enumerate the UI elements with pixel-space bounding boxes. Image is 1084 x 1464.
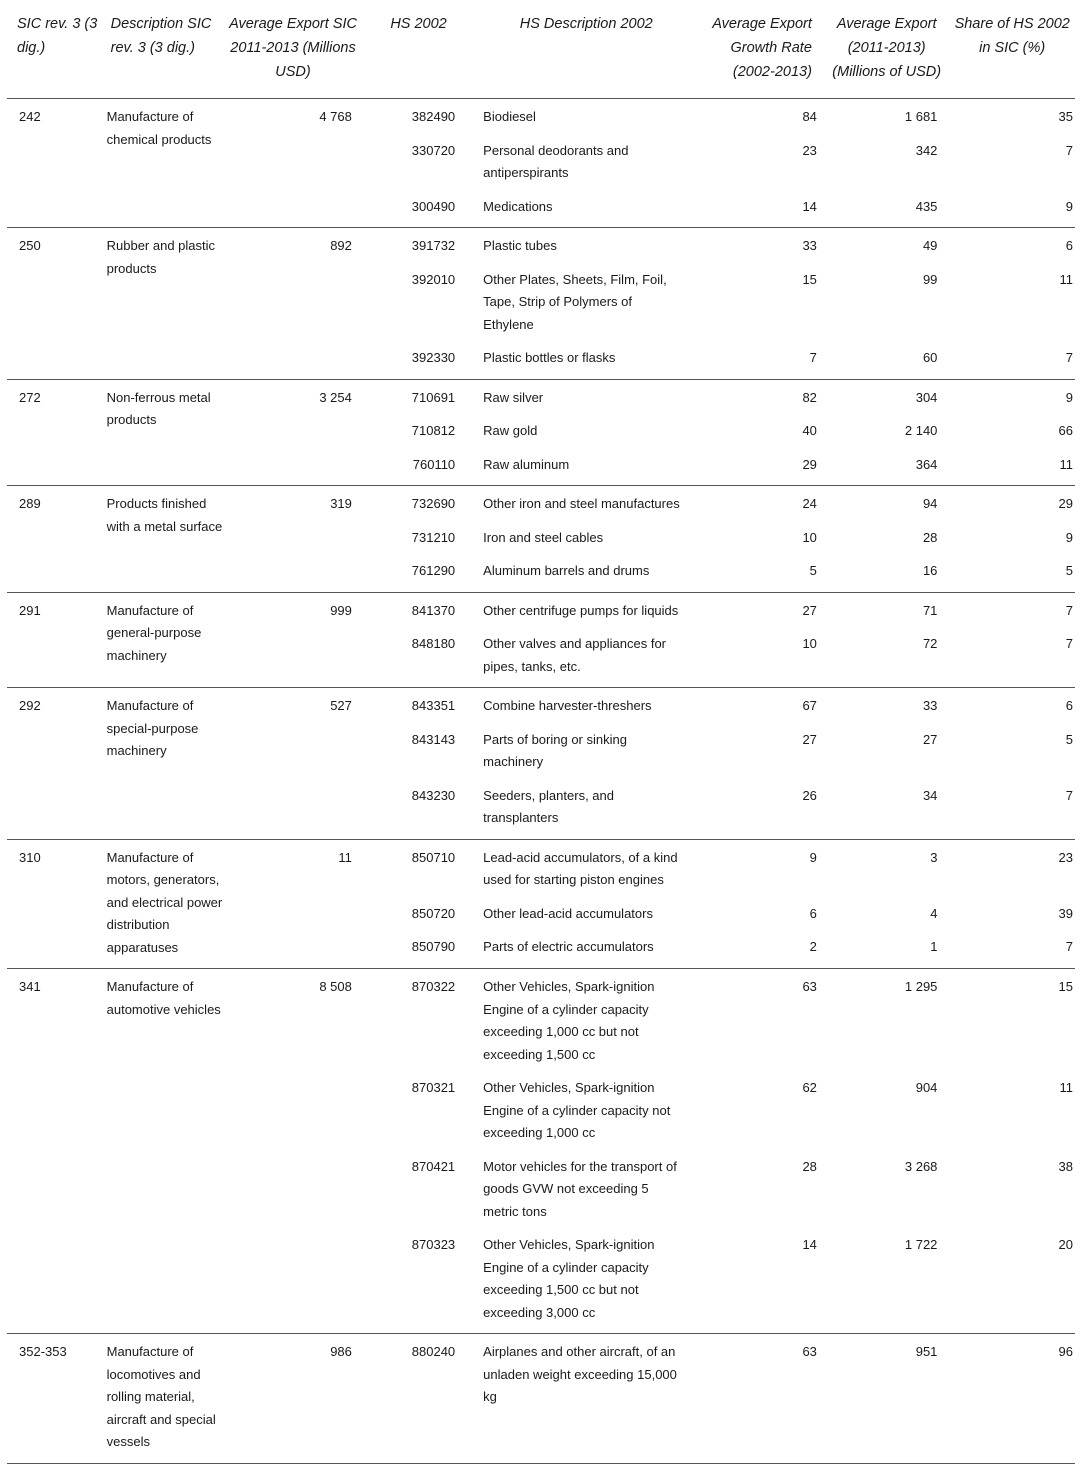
hs-description-cell: Medications <box>477 185 695 228</box>
hs-description-cell: Other Vehicles, Spark-ignition Engine of a cylinder capacity exceeding 1,500 cc but not exceeding 3,000 cc <box>477 1223 695 1334</box>
hs-code-cell: 843143 <box>411 731 456 747</box>
growth-rate-cell: 82 <box>802 389 817 405</box>
sic-code-cell: 289 <box>7 486 101 593</box>
hs-avg-export-cell: 28 <box>922 529 938 545</box>
growth-rate-cell: 14 <box>695 1223 824 1334</box>
header-hs-code: HS 2002 <box>360 0 477 99</box>
header-sic: SIC rev. 3 (3 dig.) <box>7 0 101 99</box>
hs-code-cell: 850790 <box>360 925 477 968</box>
export-products-table <box>7 0 1075 1464</box>
sic-code-cell: 352-353 <box>7 1334 101 1464</box>
hs-code-cell: 848180 <box>360 622 477 688</box>
hs-description-cell: Iron and steel cables <box>483 529 604 545</box>
hs-description-cell: Raw aluminum <box>477 443 695 486</box>
hs-description-cell: Airplanes and other aircraft, of an unladen weight exceeding 15,000 kg <box>477 1334 695 1464</box>
hs-avg-export-cell: 99 <box>922 271 938 287</box>
growth-rate-cell: 62 <box>802 1080 817 1095</box>
header-hs-description: HS Description 2002 <box>477 0 695 99</box>
share-cell: 23 <box>1058 849 1073 865</box>
hs-avg-export-cell: 1 295 <box>904 979 938 994</box>
share-cell: 9 <box>1065 529 1073 545</box>
share-cell: 20 <box>949 1223 1075 1334</box>
growth-rate-cell: 67 <box>802 698 817 713</box>
sic-avg-export-cell: 4 768 <box>226 99 360 228</box>
table-row <box>7 688 1075 718</box>
share-cell: 11 <box>1059 271 1073 287</box>
hs-code-cell: 850720 <box>411 905 456 921</box>
sic-code-cell: 341 <box>7 969 101 1334</box>
share-cell: 11 <box>949 443 1075 486</box>
hs-code-cell: 761290 <box>360 549 477 592</box>
table-row <box>7 1334 1075 1464</box>
hs-code-cell: 300490 <box>360 185 477 228</box>
hs-description-cell: Other Vehicles, Spark-ignition Engine of a cylinder capacity not exceeding 1,000 cc <box>483 1080 671 1140</box>
hs-avg-export-cell: 33 <box>922 698 938 713</box>
hs-avg-export-cell: 3 268 <box>904 1158 938 1174</box>
table-row <box>7 99 1075 129</box>
growth-rate-cell: 14 <box>695 185 824 228</box>
share-cell: 66 <box>1058 423 1073 438</box>
hs-code-cell: 870421 <box>411 1158 456 1174</box>
growth-rate-cell: 24 <box>802 496 817 511</box>
growth-rate-cell: 63 <box>695 1334 824 1464</box>
share-cell: 7 <box>949 774 1075 840</box>
share-cell: 7 <box>1065 142 1073 158</box>
sic-avg-export-cell: 986 <box>226 1334 360 1464</box>
growth-rate-cell: 63 <box>802 979 817 994</box>
hs-avg-export-cell: 4 <box>930 905 938 921</box>
hs-code-cell: 731210 <box>411 529 456 545</box>
share-cell: 6 <box>1065 698 1073 713</box>
hs-description-cell: Plastic bottles or flasks <box>477 336 695 379</box>
hs-description-cell: Plastic tubes <box>483 238 557 253</box>
sic-code-cell: 242 <box>7 99 101 228</box>
share-cell: 5 <box>1065 731 1073 747</box>
sic-code-cell: 272 <box>7 379 101 486</box>
growth-rate-cell: 23 <box>802 142 817 158</box>
table-body <box>7 99 1075 1464</box>
table-row <box>7 379 1075 409</box>
hs-avg-export-cell: 904 <box>915 1080 938 1095</box>
table-row <box>7 969 1075 1067</box>
growth-rate-cell: 84 <box>802 109 817 124</box>
sic-description-cell: Manufacture of locomotives and rolling material, aircraft and special vessels <box>101 1334 227 1464</box>
sic-description-cell: Manufacture of motors, generators, and electrical power distribution apparatuses <box>101 839 227 969</box>
share-cell: 9 <box>949 185 1075 228</box>
hs-avg-export-cell: 951 <box>824 1334 950 1464</box>
share-cell: 7 <box>949 925 1075 968</box>
hs-code-cell: 870323 <box>360 1223 477 1334</box>
sic-description-cell: Manufacture of special-purpose machinery <box>101 688 227 840</box>
hs-avg-export-cell: 435 <box>824 185 950 228</box>
hs-code-cell: 710812 <box>411 423 456 438</box>
hs-code-cell: 710691 <box>411 389 456 405</box>
sic-avg-export-cell: 527 <box>226 688 360 840</box>
share-cell: 15 <box>1058 979 1073 994</box>
hs-avg-export-cell: 304 <box>915 389 938 405</box>
hs-code-cell: 760110 <box>360 443 477 486</box>
hs-code-cell: 330720 <box>411 142 456 158</box>
share-cell: 35 <box>1058 109 1073 124</box>
growth-rate-cell: 15 <box>802 271 817 287</box>
growth-rate-cell: 2 <box>695 925 824 968</box>
hs-avg-export-cell: 71 <box>922 602 938 618</box>
hs-avg-export-cell: 72 <box>824 622 950 688</box>
sic-avg-export-cell: 8 508 <box>226 969 360 1334</box>
growth-rate-cell: 33 <box>802 238 817 253</box>
share-cell: 5 <box>949 549 1075 592</box>
hs-avg-export-cell: 27 <box>922 731 938 747</box>
hs-description-cell: Biodiesel <box>483 109 536 124</box>
hs-description-cell: Other Plates, Sheets, Film, Foil, Tape, Strip of Polymers of Ethylene <box>483 271 667 332</box>
table-row <box>7 839 1075 892</box>
hs-description-cell: Parts of boring or sinking machinery <box>483 731 627 769</box>
hs-code-cell: 382490 <box>411 109 456 124</box>
hs-description-cell: Seeders, planters, and transplanters <box>477 774 695 840</box>
hs-avg-export-cell: 2 140 <box>904 423 938 438</box>
growth-rate-cell: 10 <box>802 529 817 545</box>
sic-description-cell: Non-ferrous metal products <box>101 379 227 486</box>
share-cell: 29 <box>1058 496 1073 511</box>
table-row <box>7 486 1075 516</box>
sic-code-cell: 292 <box>7 688 101 840</box>
growth-rate-cell: 5 <box>695 549 824 592</box>
hs-description-cell: Parts of electric accumulators <box>477 925 695 968</box>
growth-rate-cell: 9 <box>809 849 817 865</box>
hs-avg-export-cell: 342 <box>915 142 938 158</box>
sic-code-cell: 291 <box>7 592 101 688</box>
table-header <box>7 0 1075 99</box>
hs-description-cell: Motor vehicles for the transport of goods GVW not exceeding 5 metric tons <box>483 1158 677 1219</box>
hs-avg-export-cell: 34 <box>824 774 950 840</box>
hs-description-cell: Lead-acid accumulators, of a kind used for starting piston engines <box>483 849 678 887</box>
hs-description-cell: Raw gold <box>483 423 538 438</box>
share-cell: 39 <box>1058 905 1073 921</box>
hs-description-cell: Other valves and appliances for pipes, tanks, etc. <box>477 622 695 688</box>
hs-code-cell: 850710 <box>411 849 456 865</box>
sic-code-cell: 250 <box>7 228 101 380</box>
hs-avg-export-cell: 16 <box>824 549 950 592</box>
hs-description-cell: Other lead-acid accumulators <box>483 905 653 921</box>
header-sic-description: Description SIC rev. 3 (3 dig.) <box>101 0 227 99</box>
hs-code-cell: 843351 <box>411 698 456 713</box>
sic-code-cell: 310 <box>7 839 101 969</box>
growth-rate-cell: 40 <box>802 423 817 438</box>
share-cell: 7 <box>1065 602 1073 618</box>
hs-avg-export-cell: 1 681 <box>904 109 938 124</box>
growth-rate-cell: 6 <box>809 905 817 921</box>
hs-avg-export-cell: 364 <box>824 443 950 486</box>
hs-avg-export-cell: 3 <box>930 849 938 865</box>
growth-rate-cell: 28 <box>802 1158 817 1174</box>
share-cell: 7 <box>949 622 1075 688</box>
sic-avg-export-cell: 11 <box>226 839 360 969</box>
sic-description-cell: Manufacture of automotive vehicles <box>101 969 227 1334</box>
hs-code-cell: 732690 <box>411 496 456 511</box>
sic-avg-export-cell: 999 <box>226 592 360 688</box>
hs-code-cell: 880240 <box>360 1334 477 1464</box>
hs-description-cell: Aluminum barrels and drums <box>477 549 695 592</box>
growth-rate-cell: 27 <box>802 731 817 747</box>
share-cell: 96 <box>949 1334 1075 1464</box>
sic-avg-export-cell: 892 <box>226 228 360 380</box>
growth-rate-cell: 10 <box>695 622 824 688</box>
growth-rate-cell: 27 <box>802 602 817 618</box>
hs-description-cell: Combine harvester-threshers <box>483 698 652 713</box>
hs-code-cell: 392010 <box>411 271 456 287</box>
hs-avg-export-cell: 1 <box>824 925 950 968</box>
hs-description-cell: Personal deodorants and antiperspirants <box>483 142 629 180</box>
header-avg-export-sic: Average Export SIC 2011-2013 (Millions USD) <box>226 0 360 99</box>
header-row <box>7 0 1075 99</box>
hs-code-cell: 841370 <box>411 602 456 618</box>
sic-avg-export-cell: 319 <box>226 486 360 593</box>
growth-rate-cell: 26 <box>695 774 824 840</box>
table-row <box>7 592 1075 622</box>
hs-code-cell: 843230 <box>360 774 477 840</box>
hs-description-cell: Other Vehicles, Spark-ignition Engine of a cylinder capacity exceeding 1,000 cc but not exceeding 1,500 cc <box>483 979 655 1062</box>
hs-avg-export-cell: 1 722 <box>824 1223 950 1334</box>
table-row <box>7 228 1075 258</box>
hs-code-cell: 391732 <box>411 238 456 253</box>
hs-code-cell: 870321 <box>411 1080 456 1095</box>
header-share: Share of HS 2002 in SIC (%) <box>949 0 1075 99</box>
share-cell: 6 <box>1065 238 1073 253</box>
sic-description-cell: Manufacture of chemical products <box>101 99 227 228</box>
sic-description-cell: Manufacture of general-purpose machinery <box>101 592 227 688</box>
hs-avg-export-cell: 94 <box>922 496 938 511</box>
share-cell: 38 <box>1058 1158 1073 1174</box>
header-avg-export-hs: Average Export (2011-2013) (Millions of USD) <box>824 0 950 99</box>
hs-avg-export-cell: 49 <box>922 238 938 253</box>
sic-avg-export-cell: 3 254 <box>226 379 360 486</box>
hs-description-cell: Other centrifuge pumps for liquids <box>483 602 679 618</box>
growth-rate-cell: 7 <box>695 336 824 379</box>
hs-avg-export-cell: 60 <box>824 336 950 379</box>
share-cell: 9 <box>1065 389 1073 405</box>
share-cell: 7 <box>949 336 1075 379</box>
sic-description-cell: Products finished with a metal surface <box>101 486 227 593</box>
hs-description-cell: Raw silver <box>483 389 544 405</box>
share-cell: 11 <box>1059 1080 1073 1095</box>
sic-description-cell: Rubber and plastic products <box>101 228 227 380</box>
header-growth-rate: Average Export Growth Rate (2002-2013) <box>695 0 824 99</box>
growth-rate-cell: 29 <box>695 443 824 486</box>
hs-code-cell: 870322 <box>411 979 456 994</box>
hs-description-cell: Other iron and steel manufactures <box>483 496 680 511</box>
hs-code-cell: 392330 <box>360 336 477 379</box>
